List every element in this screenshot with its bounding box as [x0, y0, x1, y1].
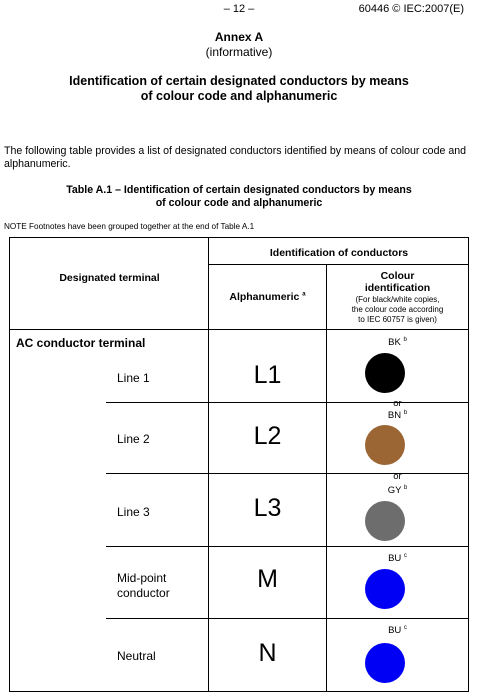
terminal-label-line2: conductor — [117, 586, 170, 600]
colour-swatch — [365, 425, 405, 465]
alphanumeric-code: L1 — [253, 361, 282, 389]
terminal-label — [117, 649, 156, 664]
header-identification: Identification of conductors — [269, 247, 409, 259]
colour-swatch — [365, 643, 405, 683]
footnote-marker: c — [403, 553, 407, 559]
or-separator: or — [393, 471, 402, 482]
terminal-label-line1: Line 3 — [117, 505, 150, 519]
annex-title: Annex A — [214, 30, 264, 44]
annex-heading — [40, 74, 438, 104]
header-bottom-divider — [10, 329, 468, 330]
alphanumeric-code: L2 — [253, 422, 282, 450]
colour-code-label — [326, 625, 469, 636]
annex-heading-line2: of colour code and alphanumeric — [140, 89, 338, 103]
colour-code-label — [326, 485, 469, 496]
header-colour-identification — [326, 270, 469, 294]
table-note: NOTE Footnotes have been grouped together at the end of Table A.1 — [4, 222, 255, 231]
colour-code: BK — [388, 337, 401, 349]
header-colour-note — [326, 295, 469, 325]
table-caption — [40, 184, 438, 210]
or-separator: or — [393, 398, 402, 409]
terminal-label-line1: Neutral — [117, 649, 156, 663]
colour-code: GY — [387, 485, 402, 497]
header-designated-terminal: Designated terminal — [59, 272, 160, 284]
footnote-marker: b — [403, 337, 407, 343]
table-caption-line2: of colour code and alphanumeric — [155, 197, 323, 209]
colour-code: BU — [388, 625, 402, 637]
annex-heading-line1: Identification of certain designated conductors by means — [69, 74, 409, 88]
header-colour-line1: Colour — [380, 270, 415, 282]
conductor-table — [9, 237, 469, 692]
header-colour-note-line3: to IEC 60757 is given) — [358, 315, 437, 324]
row-divider — [106, 546, 468, 547]
colour-code-label — [326, 553, 469, 564]
footnote-marker: c — [403, 625, 407, 631]
header-colour-note-line2: the colour code according — [351, 305, 444, 314]
header-colour-note-line1: (For black/white copies, — [355, 295, 440, 304]
terminal-label — [117, 371, 150, 386]
page-number: – 12 – — [223, 3, 255, 15]
alphanumeric-code: M — [257, 565, 278, 593]
row-divider — [106, 618, 468, 619]
alphanumeric-code: N — [258, 639, 277, 667]
table-caption-line1: Table A.1 – Identification of certain designated conductors by means — [66, 184, 412, 196]
header-colour-line2: identification — [364, 282, 431, 294]
document-reference: 60446 © IEC:2007(E) — [358, 3, 464, 15]
colour-code: BN — [387, 410, 402, 422]
footnote-marker: b — [403, 410, 408, 416]
annex-subtitle: (informative) — [205, 45, 273, 59]
terminal-label — [117, 432, 150, 447]
header-alphanumeric-label: Alphanumeric — [229, 291, 300, 303]
colour-swatch — [365, 353, 405, 393]
terminal-label-line1: Line 2 — [117, 432, 150, 446]
terminal-label-line1: Line 1 — [117, 371, 150, 385]
terminal-label — [117, 571, 170, 601]
colour-code: BU — [388, 553, 402, 565]
colour-swatch — [365, 501, 405, 541]
intro-paragraph: The following table provides a list of designated conductors identified by means of colour code and alphanumeric. — [4, 145, 466, 170]
colour-code-label — [326, 337, 469, 348]
terminal-label-line1: Mid-point — [117, 571, 167, 585]
section-ac-conductor-terminal: AC conductor terminal — [16, 336, 146, 350]
colour-swatch — [365, 569, 405, 609]
alphanumeric-code: L3 — [253, 494, 282, 522]
footnote-marker: a — [302, 291, 306, 298]
identification-divider — [209, 264, 469, 265]
colour-code-label — [326, 410, 469, 421]
terminal-label — [117, 505, 150, 520]
footnote-marker: b — [403, 485, 408, 491]
header-alphanumeric — [209, 291, 326, 303]
